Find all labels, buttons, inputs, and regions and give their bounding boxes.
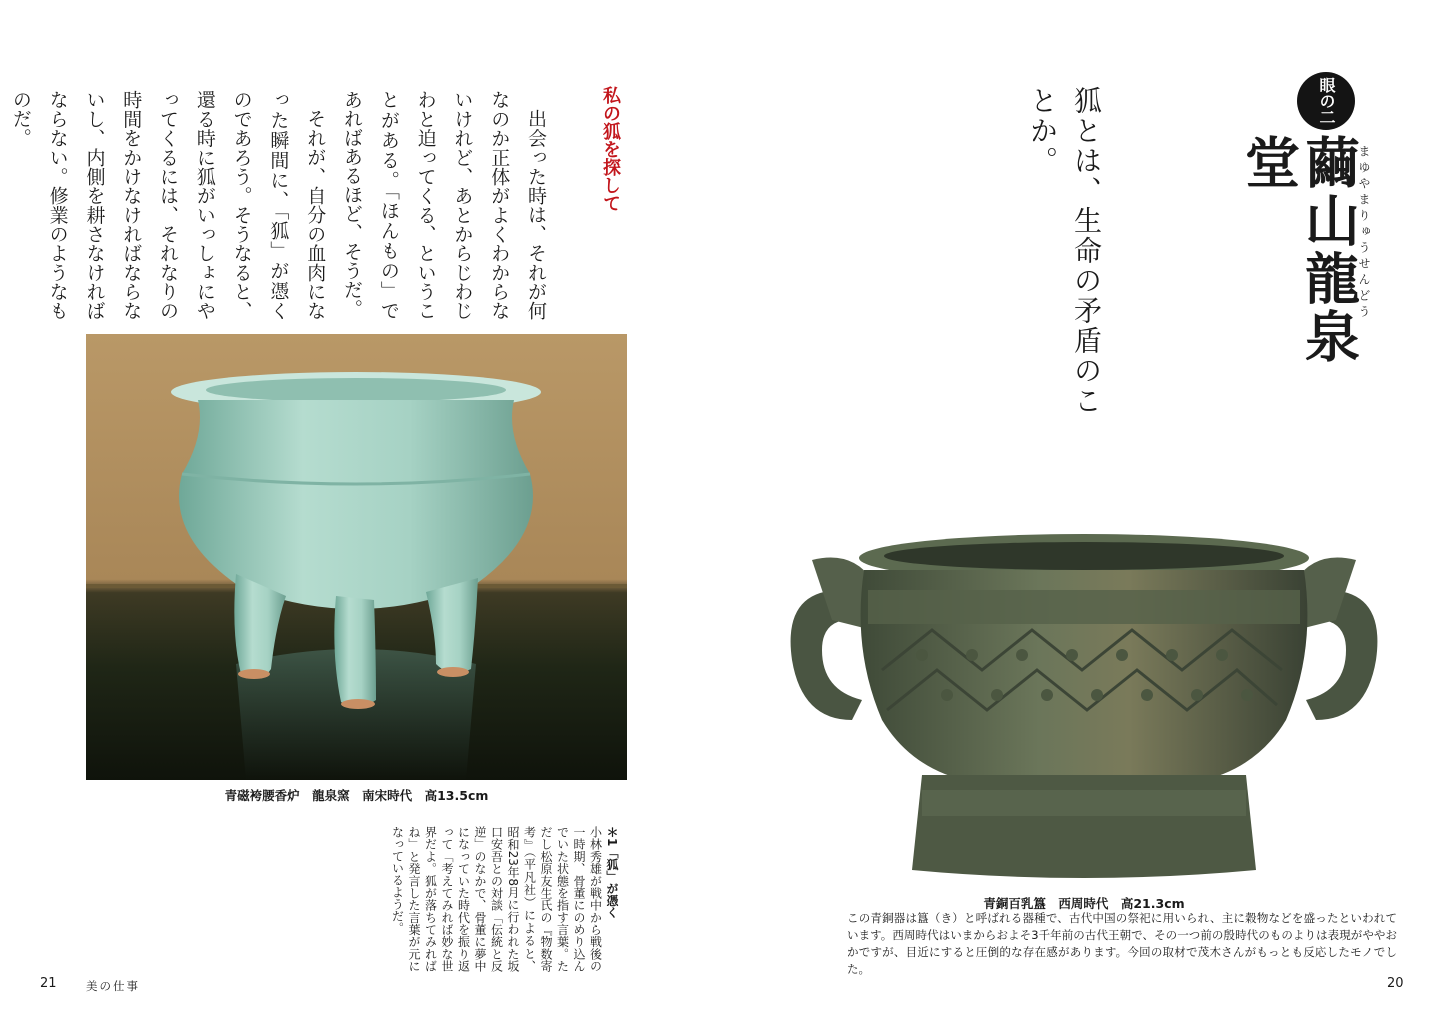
bronze-description: この青銅器は簋（き）と呼ばれる器種で、古代中国の祭祀に用いられ、主に穀物などを盛ったといわれています。西周時代はいまからおよそ3千年前の古代王朝で、その一つ前の殷時代のものよりは表現がややおかですが、目近にすると圧倒的な存在感があります。今回の取材で茂木さんがもっとも反応したモノでした。 [847,911,1397,976]
series-badge [1297,72,1355,130]
essay-paragraph: それが、自分の血肉になった瞬間に、「狐」が憑くのであろう。そうなると、還る時に狐がいっしょにやってくるには、それなりの時間をかけなければならないし、内側を耕さなければならない。修業のようなものだ。 [9,90,327,320]
author-ruby: まゆやまりゅうせんどう [1357,145,1371,321]
essay-body [9,90,554,320]
headline: 狐とは、生命の矛盾のことか。 [1026,86,1103,416]
bronze-caption: 青銅百乳簋 西周時代 高21.3cm [983,896,1185,911]
footnote-body: 小林秀雄が戦中から戦後の一時期、骨董にのめり込んでいた状態を指す言葉。ただし松原友生氏の『物数寄考』（平凡社）によると、昭和23年8月に行われた坂口安吾との対談「伝統と反逆」のなかで、骨董に夢中になっていた時代を振り返って「考えてみれば妙な世界だよ。狐が落ちてみればね」と発言した言葉が元になっているようだ。 [390,826,603,972]
bronze-vessel-photo [772,520,1396,890]
essay-paragraph: 出会った時は、それが何なのか正体がよくわからないけれど、あとからじわじわと迫ってくる、ということがある。「ほんもの」であればあるほど、そうだ。 [341,90,547,320]
author-name: 繭山龍泉堂 [1236,134,1361,366]
censer-photo [86,334,627,780]
series-badge-label: 眼の二 [1317,77,1336,125]
page-number-right: 20 [1387,976,1404,991]
section-heading: 私の狐を探して [600,86,621,212]
footnote [358,826,620,972]
essay-paragraph [0,90,2,320]
footnote-title: ＊1「狐」が憑く [605,826,619,919]
censer-caption: 青磁袴腰香炉 龍泉窯 南宋時代 高13.5cm [224,788,489,803]
magazine-name: 美の仕事 [86,979,140,993]
page-number-left: 21 [40,976,57,991]
